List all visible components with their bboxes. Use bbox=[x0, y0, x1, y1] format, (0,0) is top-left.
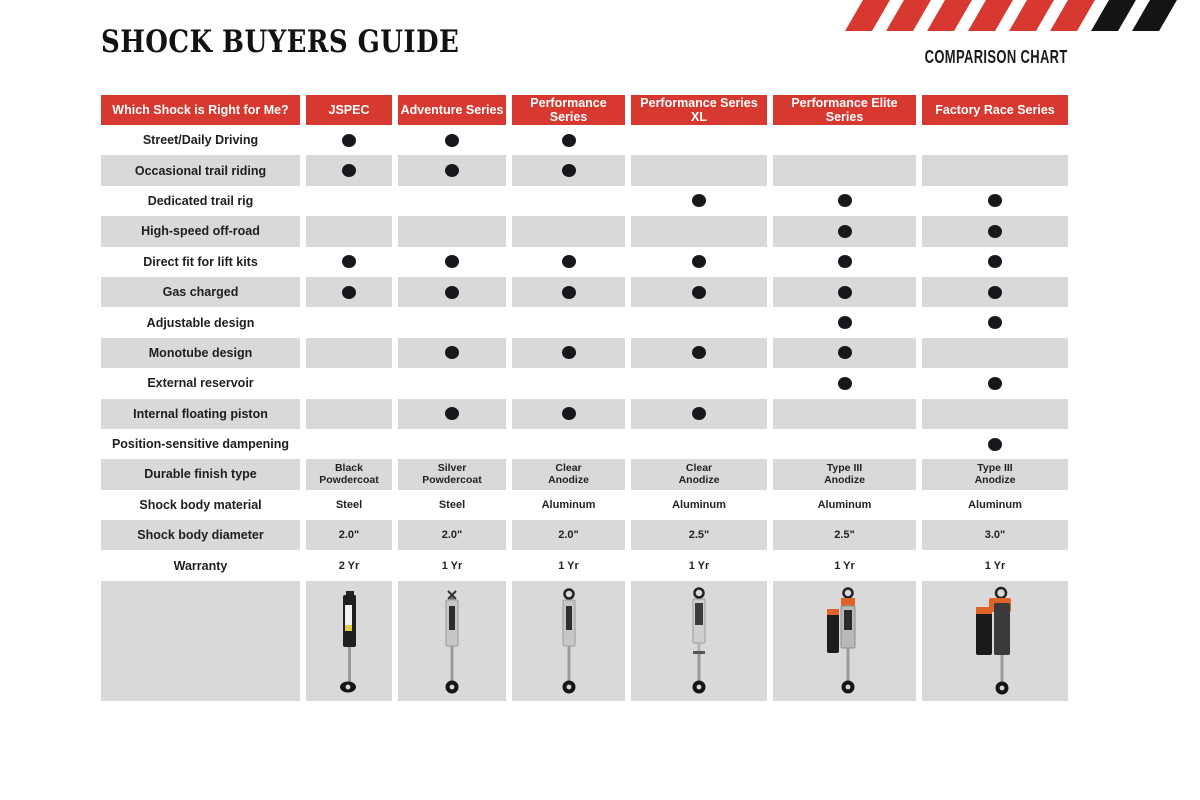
comparison-chart-label: COMPARISON CHART bbox=[924, 47, 1068, 67]
stripe bbox=[927, 0, 972, 31]
row-label: Occasional trail riding bbox=[101, 155, 300, 185]
row-label: Dedicated trail rig bbox=[147, 193, 254, 208]
stripe bbox=[968, 0, 1013, 31]
column-header-adventure-series: Adventure Series bbox=[398, 95, 506, 125]
column-header-which-shock: Which Shock is Right for Me? bbox=[101, 95, 300, 125]
table-cell bbox=[398, 429, 506, 459]
spec-value: 3.0" bbox=[984, 529, 1006, 542]
table-cell bbox=[631, 429, 767, 459]
table-cell bbox=[512, 550, 625, 580]
table-cell bbox=[773, 155, 916, 185]
product-cell bbox=[773, 581, 916, 701]
stripe bbox=[1132, 0, 1177, 31]
table-cell bbox=[631, 520, 767, 550]
spec-value: 1 Yr bbox=[558, 559, 579, 572]
product-image-jspec-shock bbox=[310, 585, 388, 697]
column-header-performance-series: Performance Series bbox=[512, 95, 625, 125]
table-cell bbox=[512, 399, 625, 429]
check-dot bbox=[445, 255, 459, 268]
product-image-performance-elite-series-shock bbox=[806, 585, 884, 697]
column-header-factory-race-series: Factory Race Series bbox=[922, 95, 1068, 125]
table-cell bbox=[773, 247, 916, 277]
spec-value: 1 Yr bbox=[688, 559, 710, 572]
table-cell bbox=[512, 186, 625, 216]
check-dot bbox=[342, 255, 356, 268]
column-header-performance-elite-series: Performance Elite Series bbox=[773, 95, 916, 125]
table-cell bbox=[306, 186, 392, 216]
diagonal-stripes-decoration bbox=[854, 0, 1168, 31]
spec-value: 2 Yr bbox=[338, 559, 360, 572]
check-dot bbox=[692, 346, 706, 359]
table-cell bbox=[922, 338, 1068, 368]
row-label: Position-sensitive dampening bbox=[111, 437, 290, 452]
table-cell bbox=[512, 247, 625, 277]
table-cell bbox=[306, 399, 392, 429]
spec-value: 2.5" bbox=[834, 529, 855, 542]
check-dot bbox=[838, 286, 852, 299]
table-cell bbox=[631, 338, 767, 368]
stripe bbox=[1009, 0, 1054, 31]
row-label: Durable finish type bbox=[101, 459, 300, 489]
table-cell bbox=[631, 125, 767, 155]
table-cell bbox=[922, 520, 1068, 550]
check-dot bbox=[988, 194, 1002, 207]
check-dot bbox=[342, 134, 356, 147]
table-cell bbox=[512, 459, 625, 489]
table-cell bbox=[922, 368, 1068, 398]
spec-value: Black Powdercoat bbox=[319, 462, 379, 487]
table-cell bbox=[306, 247, 392, 277]
spec-value: 1 Yr bbox=[984, 559, 1006, 572]
check-dot bbox=[562, 346, 576, 359]
table-cell bbox=[922, 277, 1068, 307]
table-cell bbox=[773, 368, 916, 398]
table-cell bbox=[773, 399, 916, 429]
product-cell bbox=[512, 581, 625, 701]
check-dot bbox=[562, 407, 576, 420]
table-cell bbox=[773, 520, 916, 550]
spec-value: Aluminum bbox=[968, 498, 1022, 511]
check-dot bbox=[988, 316, 1002, 329]
table-cell bbox=[306, 125, 392, 155]
table-cell bbox=[631, 216, 767, 246]
product-image-adventure-series-shock bbox=[413, 585, 491, 697]
table-cell bbox=[631, 186, 767, 216]
check-dot bbox=[342, 286, 356, 299]
check-dot bbox=[445, 164, 459, 177]
row-label: Monotube design bbox=[101, 338, 300, 368]
row-label: Shock body diameter bbox=[101, 520, 300, 550]
table-cell bbox=[773, 216, 916, 246]
spec-value: Silver Powdercoat bbox=[422, 462, 482, 487]
check-dot bbox=[838, 377, 852, 390]
table-cell bbox=[922, 550, 1068, 580]
table-cell bbox=[922, 216, 1068, 246]
table-cell bbox=[306, 216, 392, 246]
table-cell bbox=[922, 490, 1068, 520]
table-cell bbox=[631, 155, 767, 185]
check-dot bbox=[445, 134, 459, 147]
table-cell bbox=[512, 368, 625, 398]
check-dot bbox=[445, 286, 459, 299]
table-cell bbox=[922, 399, 1068, 429]
table-cell bbox=[306, 368, 392, 398]
spec-value: Steel bbox=[335, 498, 363, 511]
table-cell bbox=[512, 277, 625, 307]
spec-value: 2.0" bbox=[558, 529, 579, 542]
table-cell bbox=[922, 155, 1068, 185]
stripe bbox=[886, 0, 931, 31]
table-cell bbox=[398, 550, 506, 580]
table-cell bbox=[631, 368, 767, 398]
table-cell bbox=[773, 277, 916, 307]
table-cell bbox=[512, 338, 625, 368]
table-cell bbox=[306, 459, 392, 489]
table-cell bbox=[631, 307, 767, 337]
spec-value: Steel bbox=[438, 498, 466, 511]
spec-value: 2.0" bbox=[441, 529, 463, 542]
product-cell bbox=[631, 581, 767, 701]
table-cell bbox=[512, 216, 625, 246]
table-cell bbox=[306, 429, 392, 459]
spec-value: Aluminum bbox=[541, 498, 596, 511]
table-cell bbox=[398, 186, 506, 216]
spec-value: 2.5" bbox=[688, 529, 710, 542]
check-dot bbox=[562, 134, 576, 147]
stripe bbox=[1091, 0, 1136, 31]
table-cell bbox=[631, 247, 767, 277]
table-cell bbox=[398, 307, 506, 337]
table-cell bbox=[398, 247, 506, 277]
product-cell bbox=[306, 581, 392, 701]
check-dot bbox=[988, 377, 1002, 390]
spec-value: 1 Yr bbox=[834, 559, 855, 572]
spec-value: Clear Anodize bbox=[548, 462, 589, 487]
table-cell bbox=[773, 459, 916, 489]
table-cell bbox=[631, 490, 767, 520]
table-cell bbox=[773, 429, 916, 459]
table-cell bbox=[398, 155, 506, 185]
check-dot bbox=[692, 194, 706, 207]
table-cell bbox=[631, 459, 767, 489]
check-dot bbox=[692, 286, 706, 299]
table-cell bbox=[512, 125, 625, 155]
spec-value: Type III Anodize bbox=[824, 462, 865, 487]
check-dot bbox=[838, 194, 852, 207]
table-cell bbox=[512, 307, 625, 337]
row-label: High-speed off-road bbox=[101, 216, 300, 246]
product-cell bbox=[398, 581, 506, 701]
table-cell bbox=[631, 550, 767, 580]
table-cell bbox=[773, 550, 916, 580]
row-label: External reservoir bbox=[147, 376, 254, 391]
table-cell bbox=[398, 368, 506, 398]
product-cell bbox=[922, 581, 1068, 701]
column-header-jspec: JSPEC bbox=[306, 95, 392, 125]
table-cell bbox=[773, 125, 916, 155]
table-cell bbox=[512, 490, 625, 520]
row-label: Shock body material bbox=[139, 497, 262, 512]
table-cell bbox=[306, 520, 392, 550]
table-cell bbox=[306, 277, 392, 307]
table-cell bbox=[398, 490, 506, 520]
check-dot bbox=[988, 255, 1002, 268]
table-cell bbox=[773, 307, 916, 337]
product-image-performance-series-xl-shock bbox=[660, 585, 738, 697]
table-cell bbox=[512, 155, 625, 185]
product-image-factory-race-series-shock bbox=[956, 585, 1034, 697]
table-cell bbox=[306, 338, 392, 368]
check-dot bbox=[342, 164, 356, 177]
row-label: Direct fit for lift kits bbox=[143, 254, 258, 269]
table-cell bbox=[922, 459, 1068, 489]
table-cell bbox=[398, 125, 506, 155]
spec-value: Aluminum bbox=[817, 498, 872, 511]
table-cell bbox=[512, 520, 625, 550]
table-cell bbox=[773, 338, 916, 368]
table-cell bbox=[398, 399, 506, 429]
table-cell bbox=[631, 277, 767, 307]
table-cell bbox=[306, 307, 392, 337]
table-cell bbox=[306, 155, 392, 185]
row-label: Street/Daily Driving bbox=[142, 133, 259, 148]
check-dot bbox=[838, 225, 852, 238]
check-dot bbox=[838, 346, 852, 359]
check-dot bbox=[562, 255, 576, 268]
table-cell bbox=[773, 490, 916, 520]
stripe bbox=[1050, 0, 1095, 31]
check-dot bbox=[988, 438, 1002, 451]
table-cell bbox=[922, 429, 1068, 459]
table-cell bbox=[773, 186, 916, 216]
table-cell bbox=[306, 490, 392, 520]
table-cell bbox=[922, 186, 1068, 216]
spec-value: Clear Anodize bbox=[678, 462, 720, 487]
check-dot bbox=[838, 316, 852, 329]
table-cell bbox=[398, 216, 506, 246]
table-cell bbox=[512, 429, 625, 459]
table-cell bbox=[398, 338, 506, 368]
table-cell bbox=[922, 125, 1068, 155]
spec-value: 1 Yr bbox=[441, 559, 463, 572]
row-label: Gas charged bbox=[101, 277, 300, 307]
column-header-performance-series-xl: Performance Series XL bbox=[631, 95, 767, 125]
page-title: SHOCK BUYERS GUIDE bbox=[101, 24, 460, 60]
table-cell bbox=[631, 399, 767, 429]
table-cell bbox=[306, 550, 392, 580]
check-dot bbox=[692, 407, 706, 420]
spec-value: 2.0" bbox=[338, 529, 360, 542]
empty-cell bbox=[101, 581, 300, 701]
spec-value: Type III Anodize bbox=[974, 462, 1016, 487]
row-label: Internal floating piston bbox=[101, 399, 300, 429]
check-dot bbox=[562, 164, 576, 177]
check-dot bbox=[838, 255, 852, 268]
table-cell bbox=[398, 520, 506, 550]
check-dot bbox=[692, 255, 706, 268]
table-cell bbox=[922, 307, 1068, 337]
row-label: Warranty bbox=[173, 558, 228, 573]
table-cell bbox=[398, 459, 506, 489]
stripe bbox=[845, 0, 890, 31]
check-dot bbox=[988, 225, 1002, 238]
comparison-table bbox=[101, 95, 1068, 701]
spec-value: Aluminum bbox=[672, 498, 726, 511]
table-cell bbox=[398, 277, 506, 307]
check-dot bbox=[445, 407, 459, 420]
table-cell bbox=[922, 247, 1068, 277]
row-label: Adjustable design bbox=[146, 315, 255, 330]
check-dot bbox=[562, 286, 576, 299]
product-image-performance-series-shock bbox=[530, 585, 608, 697]
check-dot bbox=[445, 346, 459, 359]
check-dot bbox=[988, 286, 1002, 299]
